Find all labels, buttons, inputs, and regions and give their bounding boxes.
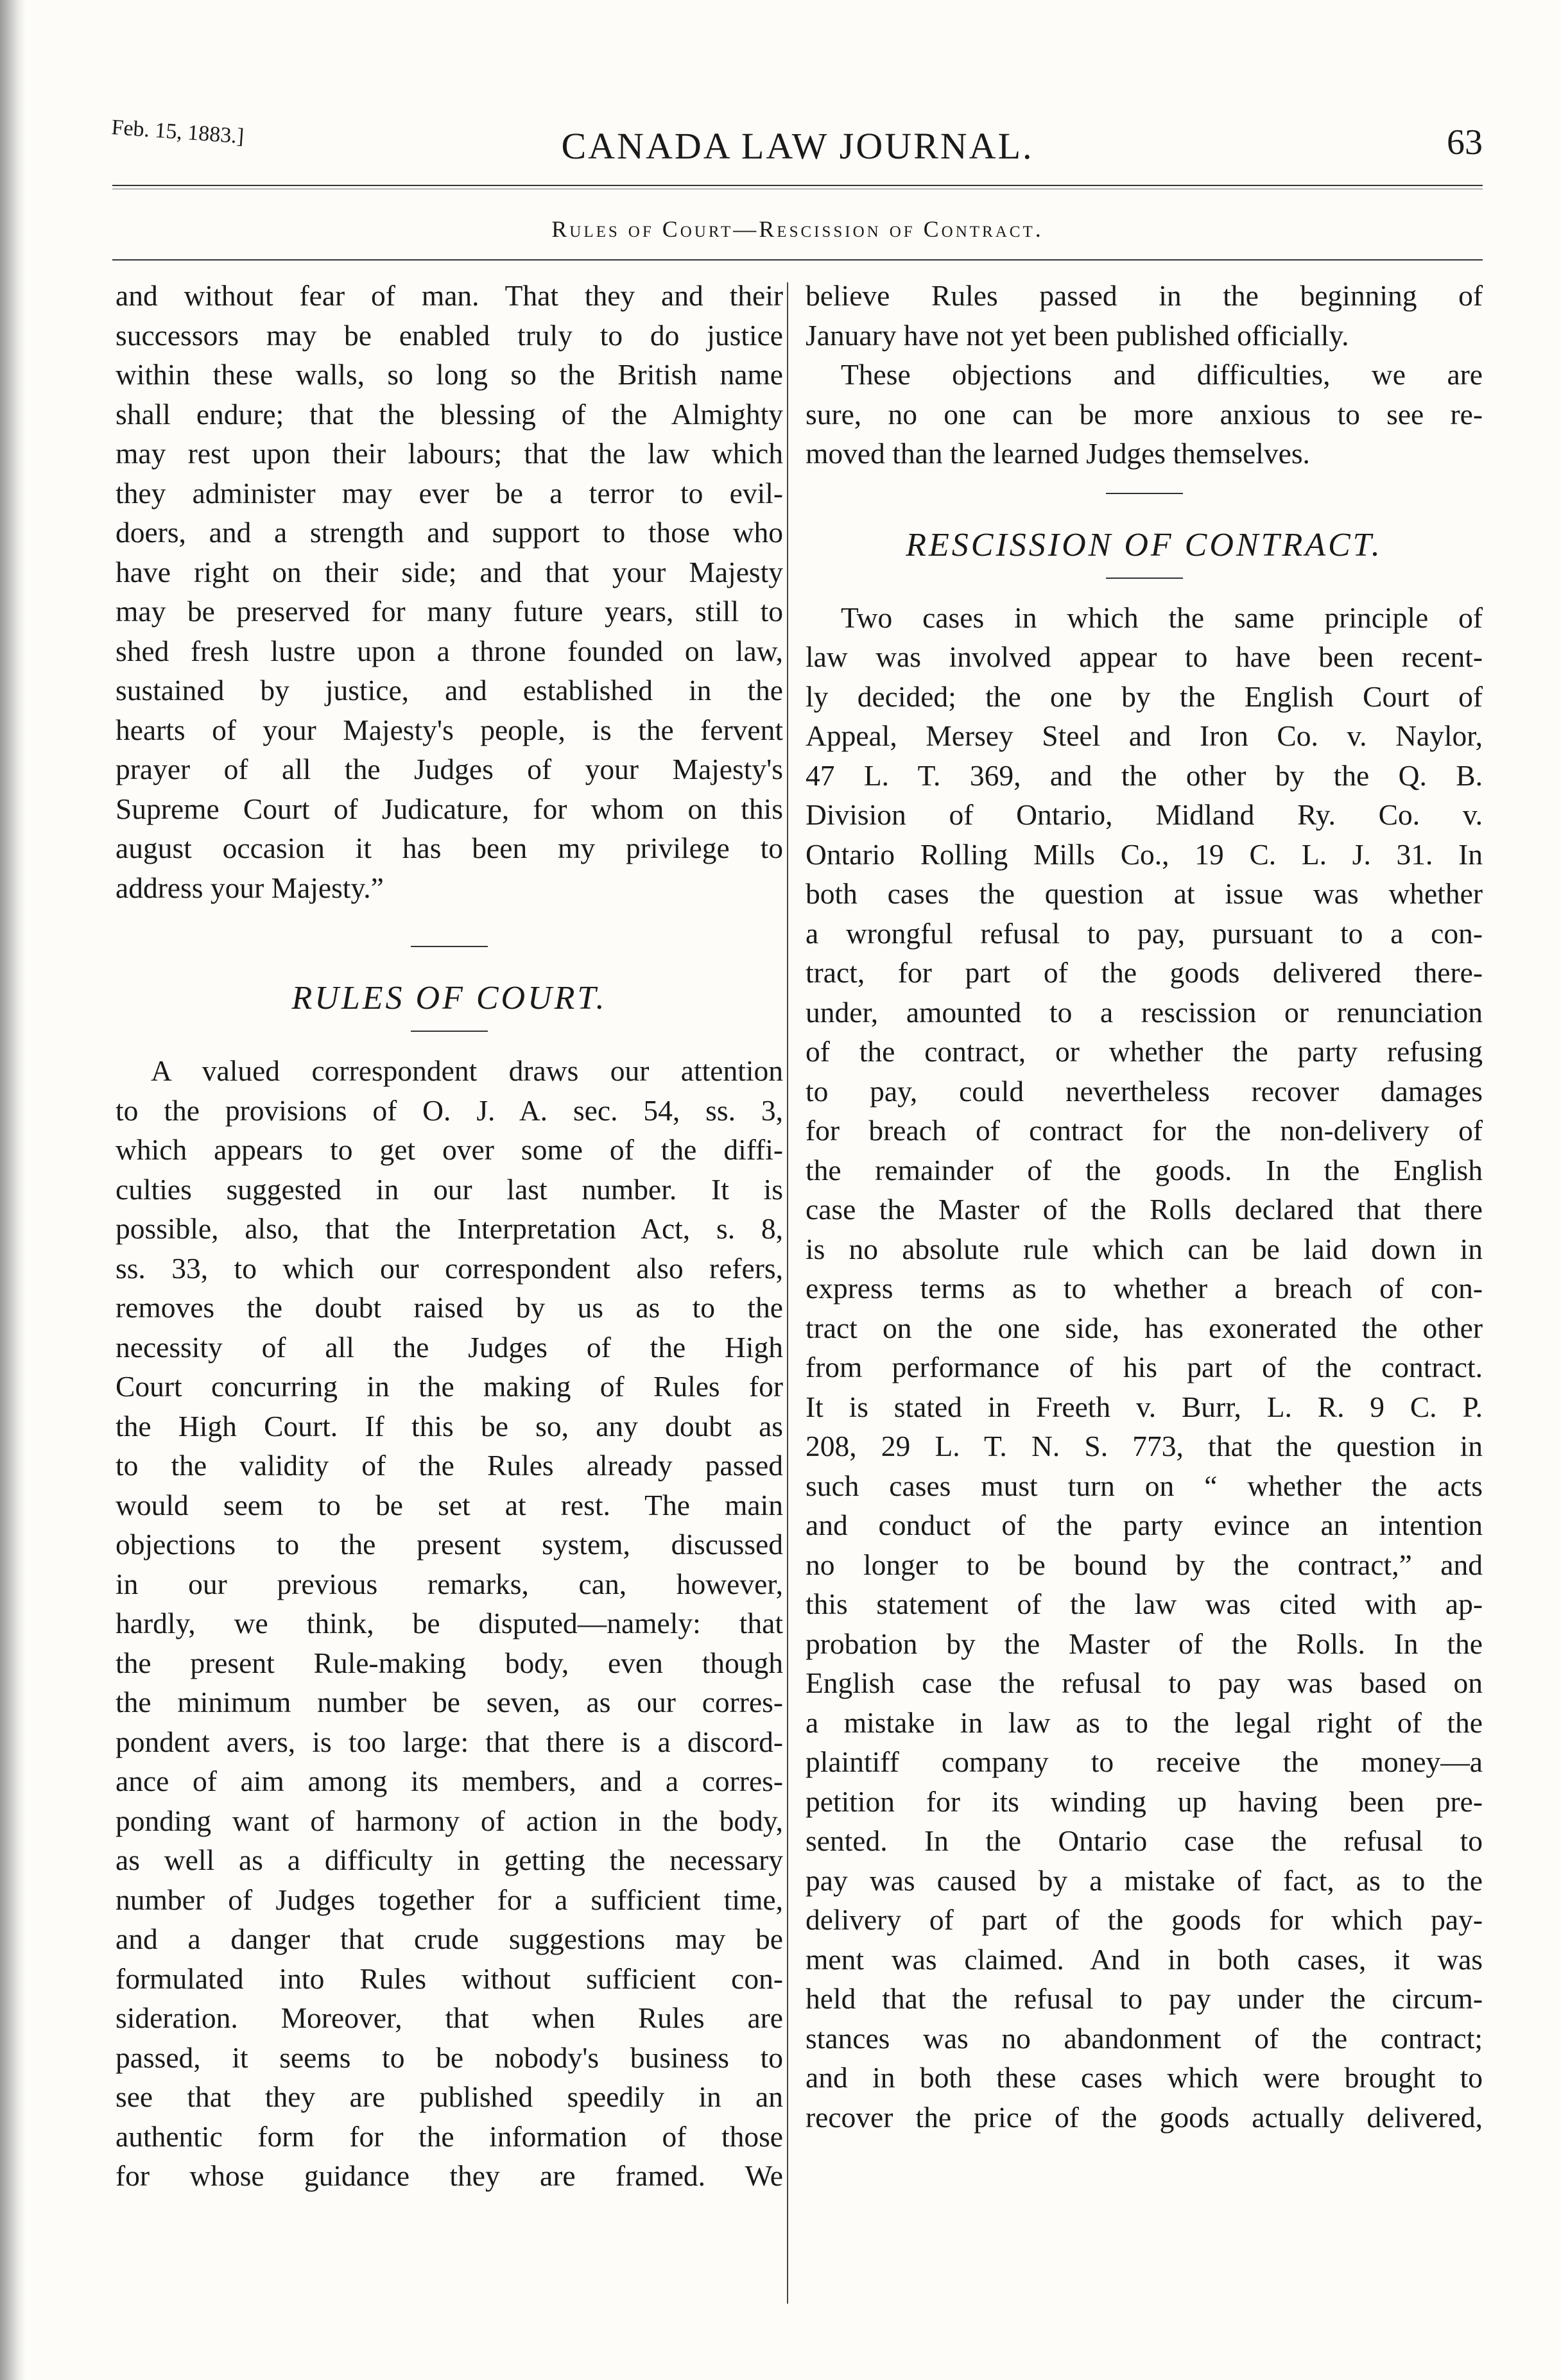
text-line: both cases the question at issue was whether — [806, 877, 1483, 910]
text-line: for breach of contract for the non-delivery of — [806, 1114, 1483, 1147]
text-line: in our previous remarks, can, however, — [116, 1567, 783, 1600]
text-line: pondent avers, is too large: that there is a discord- — [116, 1725, 783, 1758]
text-line: Two cases in which the same principle of — [841, 601, 1483, 634]
rules-of-court-article — [116, 1051, 783, 2196]
section-title-rescission-of-contract: RESCISSION OF CONTRACT. — [906, 526, 1383, 563]
text-line: tract, for part of the goods delivered there- — [806, 956, 1483, 989]
text-line: for whose guidance they are framed. We — [116, 2159, 783, 2192]
text-line: probation by the Master of the Rolls. In the — [806, 1627, 1483, 1660]
text-line: this statement of the law was cited with ap- — [806, 1588, 1483, 1620]
text-line: Supreme Court of Judicature, for whom on this — [116, 792, 783, 825]
address-continuation — [116, 276, 783, 907]
text-line: culties suggested in our last number. It is — [116, 1172, 783, 1206]
running-head-rule — [112, 259, 1483, 261]
scanned-page-edge — [0, 0, 26, 2380]
text-line: 47 L. T. 369, and the other by the Q. B. — [806, 758, 1483, 792]
text-line: ponding want of harmony of action in the body, — [116, 1804, 783, 1837]
page-number: 63 — [1447, 123, 1483, 162]
text-line: possible, also, that the Interpretation Act, s. 8, — [116, 1212, 783, 1245]
text-line: formulated into Rules without sufficient con- — [116, 1962, 783, 1995]
text-line: a wrongful refusal to pay, pursuant to a con- — [806, 916, 1483, 950]
text-line: may rest upon their labours; that the law which — [116, 437, 783, 470]
text-line: successors may be enabled truly to do justice — [116, 318, 783, 352]
text-line: case the Master of the Rolls declared that there — [806, 1193, 1483, 1226]
issue-date: Feb. 15, 1883.] — [110, 116, 245, 149]
text-line: tract on the one side, has exonerated the other — [806, 1311, 1483, 1344]
text-line: they administer may ever be a terror to evil- — [116, 476, 783, 509]
text-line: have right on their side; and that your Majesty — [116, 555, 783, 588]
right-column — [806, 276, 1483, 2137]
text-line: delivery of part of the goods for which pay- — [806, 1903, 1483, 1936]
text-line: sideration. Moreover, that when Rules are — [116, 2001, 783, 2034]
text-line: the High Court. If this be so, any doubt as — [116, 1409, 783, 1443]
text-line: ance of aim among its members, and a corres- — [116, 1765, 783, 1797]
text-line: and conduct of the party evince an intention — [806, 1509, 1483, 1541]
text-line: and a danger that crude suggestions may be — [116, 1922, 783, 1955]
text-line: a mistake in law as to the legal right of the — [806, 1706, 1483, 1739]
text-line: and without fear of man. That they and their — [116, 279, 783, 312]
text-line: recover the price of the goods actually delivered, — [806, 2100, 1483, 2134]
text-line: passed, it seems to be nobody's business to — [116, 2041, 783, 2074]
text-line: which appears to get over some of the diffi- — [116, 1133, 783, 1166]
text-line: pay was caused by a mistake of fact, as to the — [806, 1863, 1483, 1897]
text-line: ment was claimed. And in both cases, it was — [806, 1942, 1483, 1976]
text-line: to pay, could nevertheless recover damages — [806, 1074, 1483, 1108]
text-line: authentic form for the information of those — [116, 2119, 783, 2153]
text-line: Appeal, Mersey Steel and Iron Co. v. Naylor, — [806, 719, 1483, 752]
text-line: prayer of all the Judges of your Majesty's — [116, 753, 783, 785]
text-line: the remainder of the goods. In the English — [806, 1153, 1483, 1186]
text-line: to the validity of the Rules already passed — [116, 1449, 783, 1482]
text-line: from performance of his part of the contract. — [806, 1351, 1483, 1383]
text-line: objections to the present system, discussed — [116, 1528, 783, 1561]
text-line: English case the refusal to pay was based on — [806, 1666, 1483, 1699]
text-line: These objections and difficulties, we are — [841, 358, 1483, 391]
journal-title: CANADA LAW JOURNAL. — [561, 125, 1034, 167]
text-line: Court concurring in the making of Rules for — [116, 1370, 783, 1403]
text-line: sented. In the Ontario case the refusal to — [806, 1824, 1483, 1857]
text-line: sure, no one can be more anxious to see re- — [806, 397, 1483, 431]
text-line: plaintiff company to receive the money—a — [806, 1745, 1483, 1778]
text-line: hearts of your Majesty's people, is the fervent — [116, 713, 783, 746]
text-line: the present Rule-making body, even though — [116, 1646, 783, 1679]
text-line: under, amounted to a rescission or renunciation — [806, 995, 1483, 1029]
text-line: is no absolute rule which can be laid down in — [806, 1232, 1483, 1265]
text-line: January have not yet been published officially. — [806, 318, 1349, 352]
page-header — [112, 103, 1483, 205]
text-line: within these walls, so long so the British name — [116, 358, 783, 391]
text-line: Ontario Rolling Mills Co., 19 C. L. J. 31. In — [806, 837, 1483, 871]
text-line: hardly, we think, be disputed—namely: that — [116, 1607, 783, 1639]
text-line: doers, and a strength and support to those who — [116, 516, 783, 549]
rescission-article — [806, 598, 1483, 2137]
text-line: 208, 29 L. T. N. S. 773, that the question in — [806, 1430, 1483, 1462]
column-divider — [787, 282, 788, 2304]
text-line: would seem to be set at rest. The main — [116, 1488, 783, 1521]
running-head: Rules of Court—Rescission of Contract. — [551, 216, 1044, 242]
text-line: as well as a difficulty in getting the necessary — [116, 1844, 783, 1876]
text-line: address your Majesty.” — [116, 871, 384, 904]
text-line: Division of Ontario, Midland Ry. Co. v. — [806, 798, 1483, 831]
text-line: no longer to be bound by the contract,” and — [806, 1548, 1483, 1581]
text-line: number of Judges together for a sufficient time, — [116, 1883, 783, 1916]
text-line: stances was no abandonment of the contract; — [806, 2021, 1483, 2055]
text-line: express terms as to whether a breach of con- — [806, 1272, 1483, 1305]
text-line: shed fresh lustre upon a throne founded on law, — [116, 634, 783, 667]
header-rule — [112, 185, 1483, 189]
text-line: of the contract, or whether the party refusing — [806, 1035, 1483, 1068]
rules-continuation — [806, 276, 1483, 474]
text-line: such cases must turn on “ whether the acts — [806, 1469, 1483, 1502]
text-line: august occasion it has been my privilege to — [116, 832, 783, 864]
text-line: ly decided; the one by the English Court of — [806, 680, 1483, 713]
text-line: moved than the learned Judges themselves. — [806, 437, 1310, 470]
text-line: and in both these cases which were brought to — [806, 2061, 1483, 2094]
left-column — [116, 276, 783, 2196]
text-line: see that they are published speedily in an — [116, 2080, 783, 2113]
text-line: removes the doubt raised by us as to the — [116, 1291, 783, 1324]
text-line: sustained by justice, and established in the — [116, 674, 783, 706]
text-line: petition for its winding up having been pre- — [806, 1785, 1483, 1818]
text-line: held that the refusal to pay under the circum- — [806, 1982, 1483, 2015]
text-line: It is stated in Freeth v. Burr, L. R. 9 C. P. — [806, 1390, 1483, 1423]
text-line: shall endure; that the blessing of the Almighty — [116, 397, 783, 431]
text-line: A valued correspondent draws our attention — [151, 1054, 783, 1087]
text-line: the minimum number be seven, as our corres- — [116, 1686, 783, 1718]
text-line: believe Rules passed in the beginning of — [806, 279, 1483, 312]
text-line: law was involved appear to have been recent- — [806, 640, 1483, 673]
text-line: to the provisions of O. J. A. sec. 54, ss. 3, — [116, 1093, 783, 1127]
text-line: ss. 33, to which our correspondent also refers, — [116, 1251, 783, 1285]
text-line: necessity of all the Judges of the High — [116, 1330, 783, 1364]
section-title-rules-of-court: RULES OF COURT. — [291, 980, 607, 1016]
text-line: may be preserved for many future years, still to — [116, 595, 783, 628]
